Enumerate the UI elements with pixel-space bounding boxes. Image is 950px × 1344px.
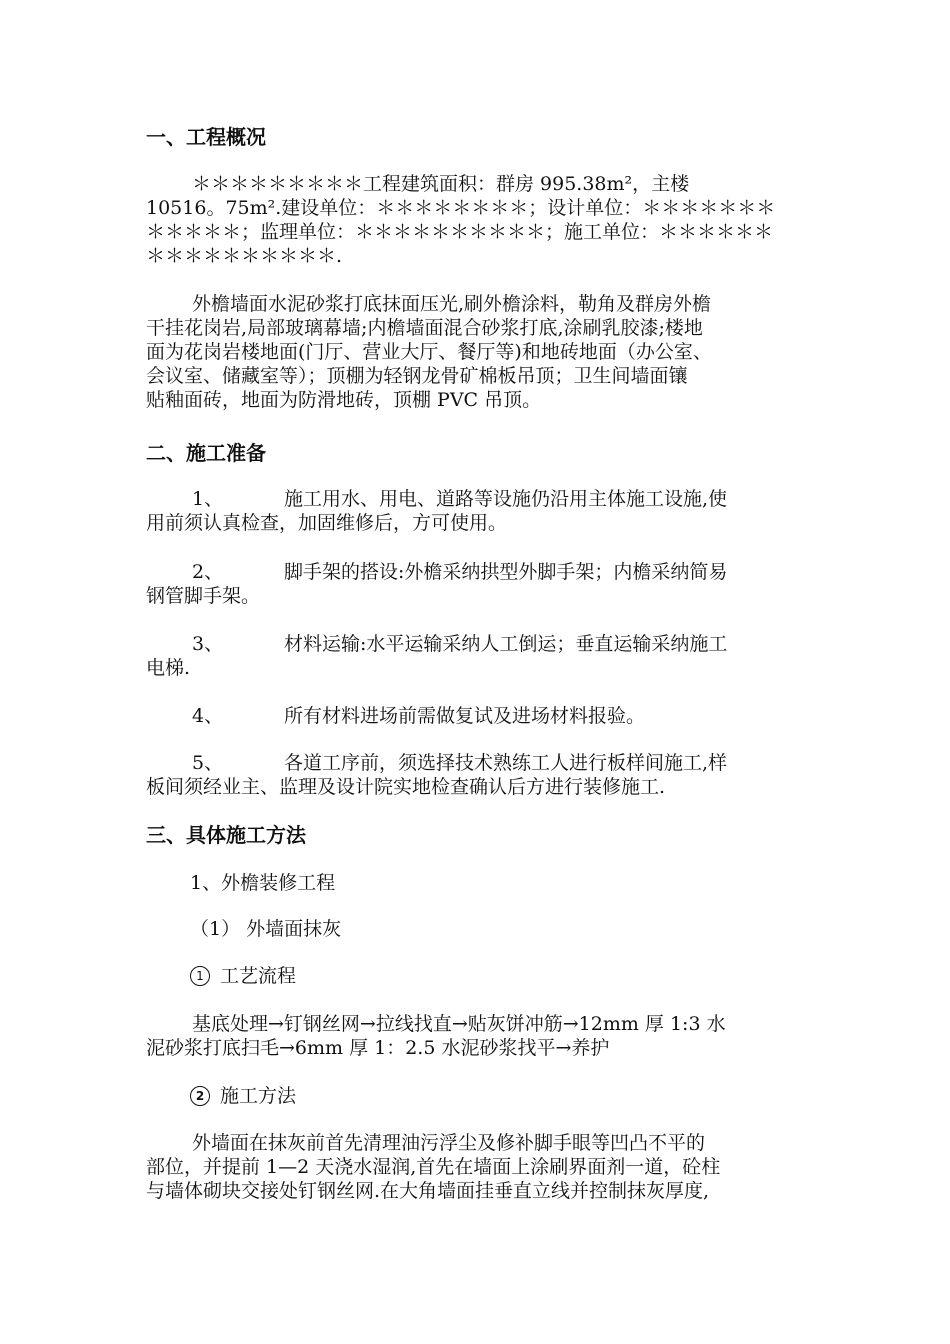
- finish-paragraph: [146, 292, 806, 412]
- section-heading-overview: 一、工程概况: [146, 125, 266, 149]
- finish-line: 外檐墙面水泥砂浆打底抹面压光,刷外檐涂料，勒角及群房外檐: [192, 293, 712, 315]
- overview-line: 10516。75m².建设单位：＊＊＊＊＊＊＊＊；设计单位：＊＊＊＊＊＊＊: [146, 197, 776, 219]
- finish-line: 面为花岗岩楼地面(门厅、营业大厅、餐厅等)和地砖地面（办公室、: [146, 341, 712, 363]
- prep-item: [146, 632, 806, 680]
- subsection-exterior-plastering: （1） 外墙面抹灰: [190, 918, 342, 940]
- finish-line: 贴釉面砖，地面为防滑地砖，顶棚 PVC 吊顶。: [146, 389, 542, 411]
- step-construction-method: [190, 1084, 296, 1108]
- prep-item-text: 材料运输:水平运输采纳人工倒运；垂直运输采纳施工: [284, 633, 728, 655]
- prep-item-text: 施工用水、用电、道路等设施仍沿用主体施工设施,使: [284, 488, 728, 510]
- step-label: 工艺流程: [220, 965, 297, 987]
- step-number-badge: 2: [190, 1086, 210, 1106]
- finish-line: 会议室、储藏室等）；顶棚为轻钢龙骨矿棉板吊顶；卫生间墙面镶: [146, 365, 688, 387]
- method-paragraph: [146, 1131, 806, 1203]
- prep-item-number: 4、: [192, 705, 224, 727]
- step-label: 施工方法: [220, 1085, 297, 1107]
- step-process-flow: [190, 964, 296, 988]
- overview-line: ＊＊＊＊＊；监理单位：＊＊＊＊＊＊＊＊＊＊；施工单位：＊＊＊＊＊＊: [146, 221, 774, 243]
- flow-paragraph: [146, 1012, 806, 1060]
- prep-item-number: 3、: [192, 633, 224, 655]
- prep-item-number: 5、: [192, 752, 224, 774]
- prep-item: [146, 751, 806, 799]
- method-line: 与墙体砌块交接处钉钢丝网.在大角墙面挂垂直立线并控制抹灰厚度,: [146, 1180, 710, 1202]
- section-heading-methods: 三、具体施工方法: [146, 823, 306, 847]
- prep-item-number: 1、: [192, 488, 224, 510]
- section-heading-preparation: 二、施工准备: [146, 441, 266, 465]
- prep-item-text: 脚手架的搭设:外檐采纳拱型外脚手架；内檐采纳简易: [284, 561, 728, 583]
- prep-item-number: 2、: [192, 561, 224, 583]
- method-line: 外墙面在抹灰前首先清理油污浮尘及修补脚手眼等凹凸不平的: [192, 1132, 706, 1154]
- flow-line: 基底处理→钉钢丝网→拉线找直→贴灰饼冲筋→12mm 厚 1:3 水: [192, 1013, 726, 1035]
- step-number-badge: 1: [190, 966, 210, 986]
- prep-item-text: 钢管脚手架。: [146, 585, 261, 607]
- method-line: 部位，并提前 1—2 天浇水湿润,首先在墙面上涂刷界面剂一道，砼柱: [146, 1156, 721, 1178]
- finish-line: 干挂花岗岩,局部玻璃幕墙;内檐墙面混合砂浆打底,涂刷乳胶漆;楼地: [146, 317, 703, 339]
- prep-item-text: 所有材料进场前需做复试及进场材料报验。: [284, 705, 646, 727]
- prep-item: [146, 487, 806, 535]
- prep-item-text: 各道工序前，须选择技术熟练工人进行板样间施工,样: [284, 752, 728, 774]
- subsection-exterior-finishing: 1、外檐装修工程: [190, 872, 336, 894]
- overview-line: ＊＊＊＊＊＊＊＊＊工程建筑面积：群房 995.38m²，主楼: [192, 173, 690, 195]
- prep-item: [146, 704, 806, 728]
- prep-item-text: 用前须认真检查，加固维修后，方可使用。: [146, 512, 508, 534]
- prep-item: [146, 560, 806, 608]
- prep-item-text: 板间须经业主、监理及设计院实地检查确认后方进行装修施工.: [146, 776, 666, 798]
- prep-item-text: 电梯.: [146, 657, 191, 679]
- overview-line: ＊＊＊＊＊＊＊＊＊＊.: [146, 245, 343, 267]
- flow-line: 泥砂浆打底扫毛→6mm 厚 1：2.5 水泥砂浆找平→养护: [146, 1037, 610, 1059]
- overview-paragraph: [146, 172, 806, 268]
